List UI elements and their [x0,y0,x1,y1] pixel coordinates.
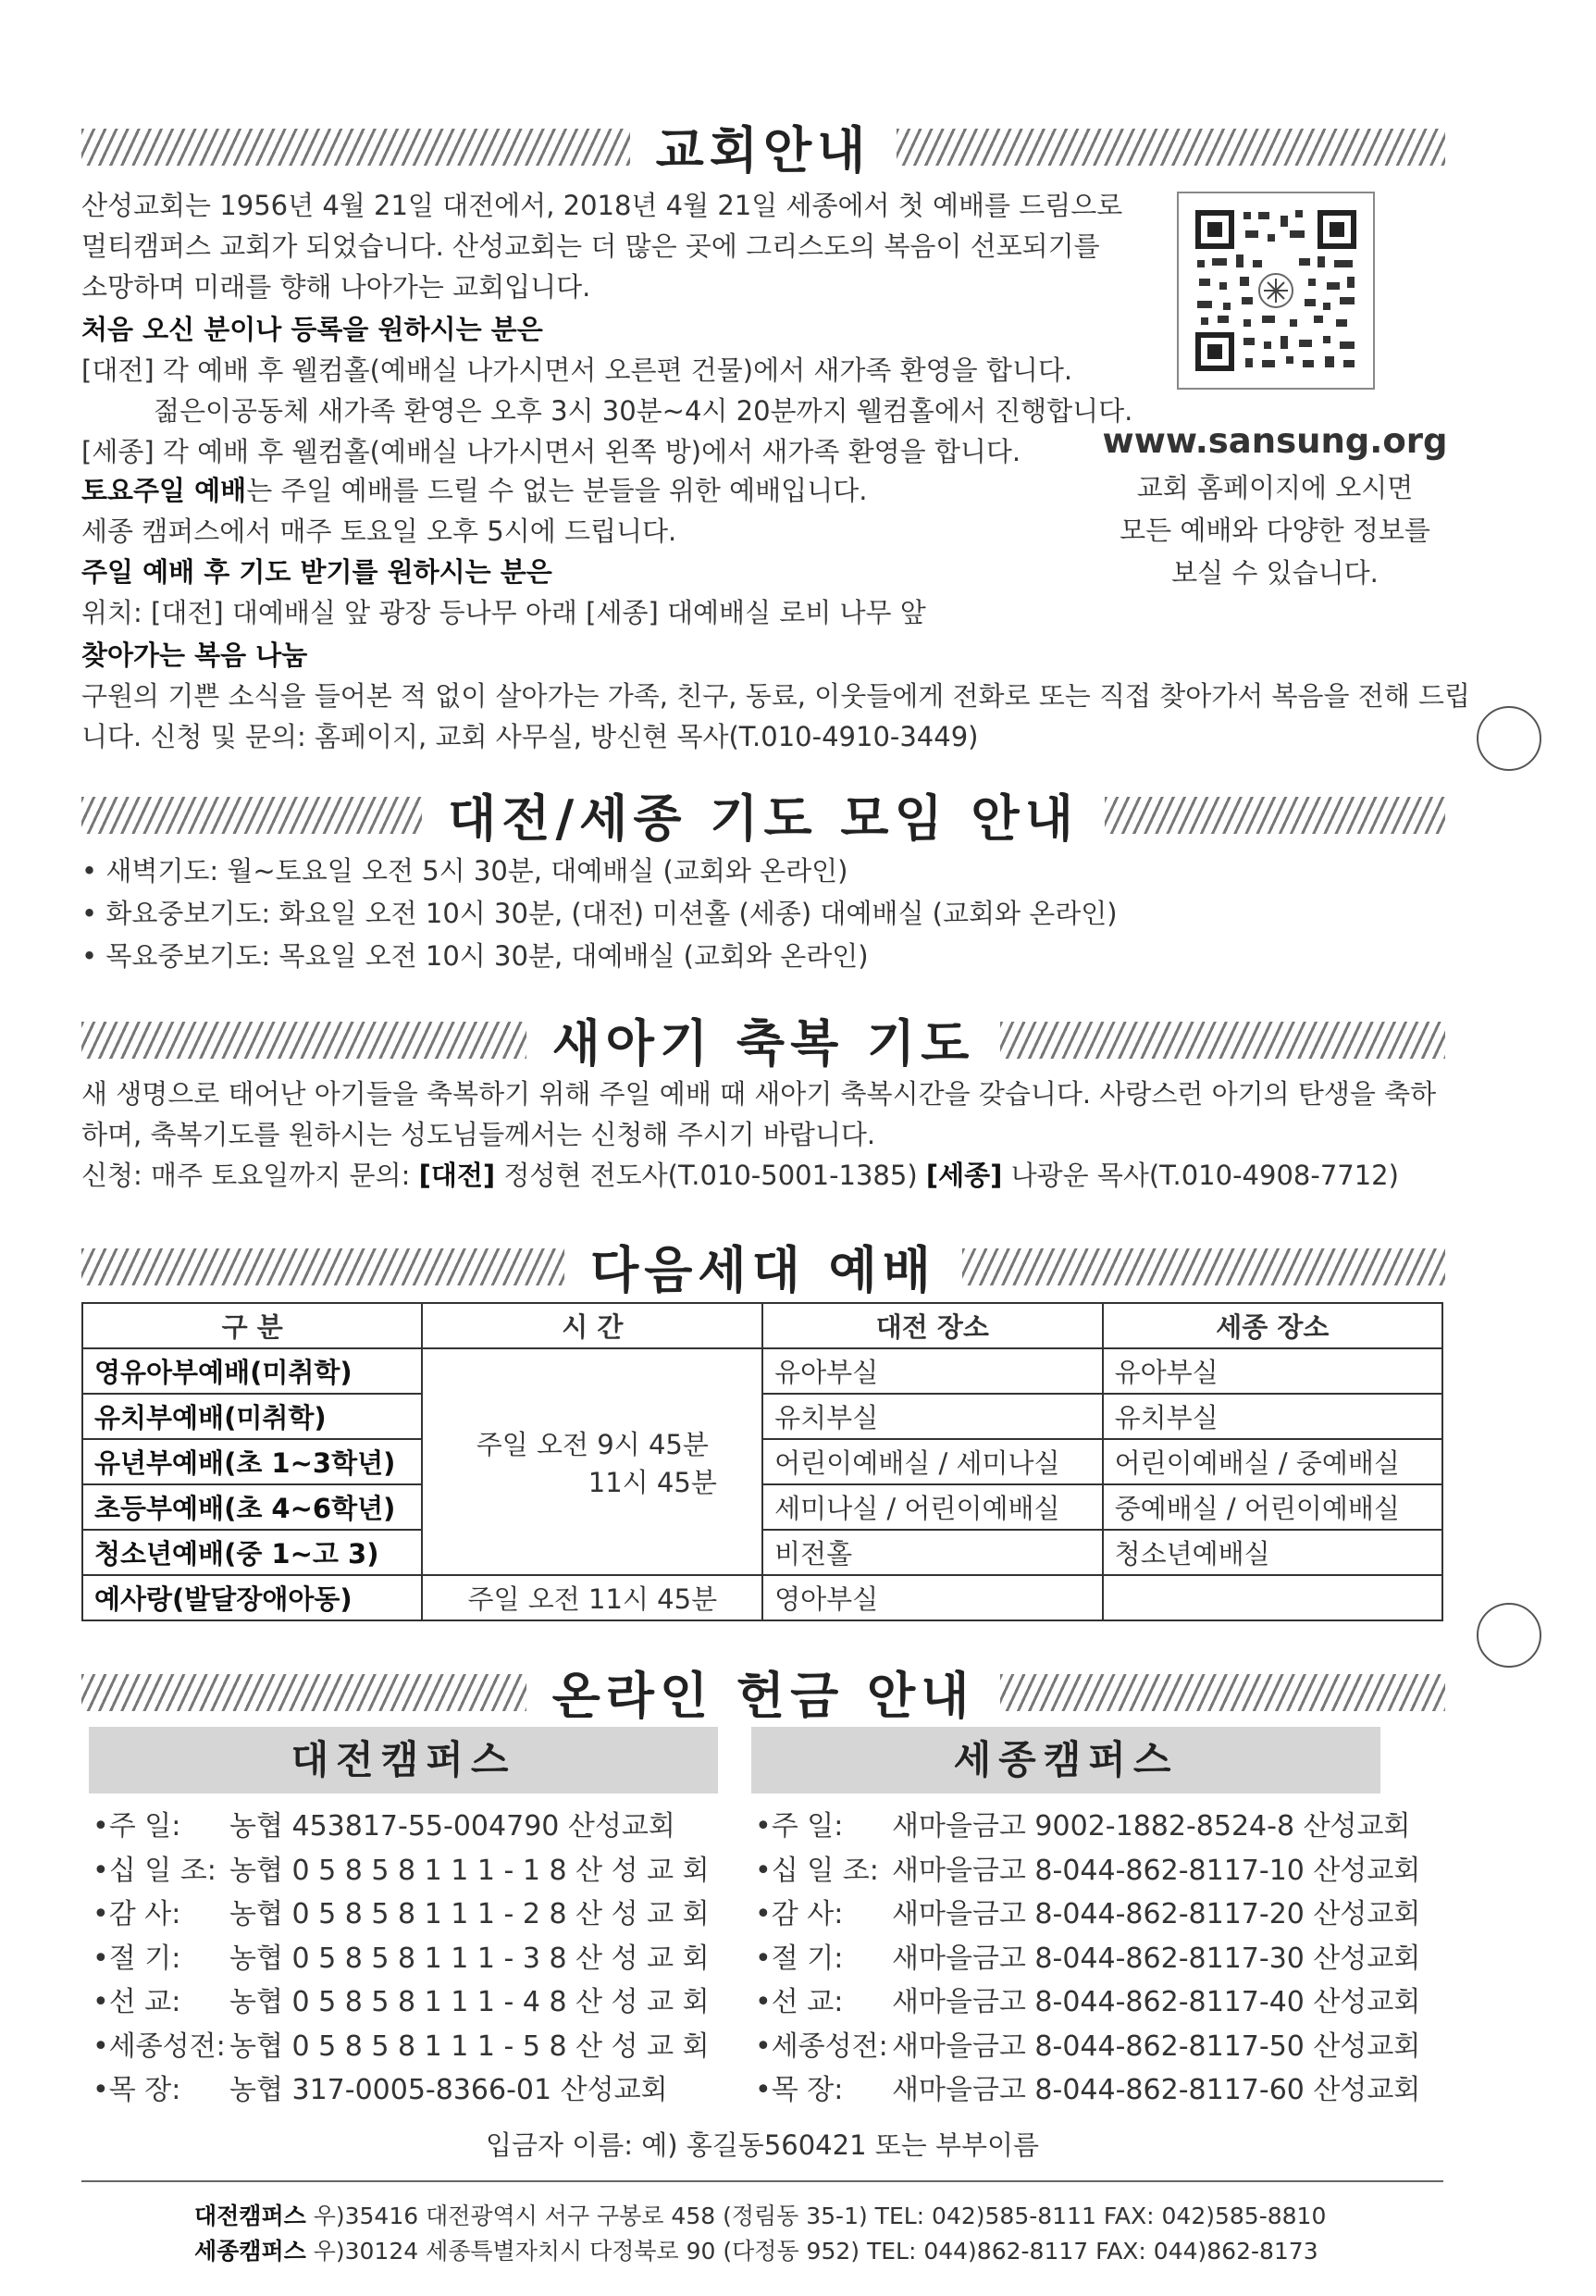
group-cell: 영유아부예배(미취학) [82,1348,422,1394]
header-hatch-left [81,1022,526,1059]
intro-paragraph [81,185,1122,307]
account-number: 농협 0 5 8 5 8 1 1 1 - 1 8 산 성 교 회 [229,1854,710,1887]
qr-code[interactable] [1177,192,1375,390]
account-row [93,2025,710,2069]
depositor-note: 입금자 이름: 예) 홍길동560421 또는 부부이름 [485,2129,1040,2161]
footer-contact [194,2199,1326,2269]
account-label: •목 장: [755,2074,844,2106]
account-label: •주 일: [755,1810,844,1843]
time-second: 11시 45분 [588,1466,717,1498]
intro-line: 소망하며 미래를 향해 나아가는 교회입니다. [81,271,591,303]
section-header-prayer [81,779,1445,850]
column-header: 구 분 [82,1303,422,1348]
account-row [755,1893,1420,1937]
account-row [755,2025,1420,2069]
gospel-title: 찾아가는 복음 나눔 [81,639,308,671]
daejeon-contact: 정성현 전도사(T.010-5001-1385) [495,1160,926,1191]
section-header-offering [81,1657,1445,1728]
saturday-title: 토요주일 예배 [81,475,247,506]
account-label: •선 교: [755,1986,844,2018]
punch-hole [1477,1603,1541,1668]
saturday-text: 는 주일 예배를 드릴 수 없는 분들을 위한 예배입니다. [246,475,868,506]
sejong-place: 청소년예배실 [1103,1530,1442,1575]
footer-campus-name: 대전캠퍼스 [194,2203,306,2229]
sejong-campus-title: 세종캠퍼스 [751,1727,1380,1793]
account-number: 새마을금고 8-044-862-8117-10 산성교회 [892,1854,1421,1887]
column-header: 대전 장소 [762,1303,1102,1348]
gospel-line: 구원의 기쁜 소식을 들어본 적 없이 살아가는 가족, 친구, 동료, 이웃들에게 전화로 또는 직접 찾아가서 복음을 전해 드립 [81,680,1471,712]
section-header-baby [81,1004,1445,1075]
list-item: • 새벽기도: 월~토요일 오전 5시 30분, 대예배실 (교회와 온라인) [81,855,848,887]
section-header-next-gen [81,1231,1445,1302]
prayer-request-title: 주일 예배 후 기도 받기를 원하시는 분은 [81,556,552,588]
table-header-row [82,1303,1442,1348]
account-number: 농협 0 5 8 5 8 1 1 1 - 5 8 산 성 교 회 [229,2029,710,2063]
daejeon-place: 유아부실 [762,1348,1102,1394]
gospel-block [81,635,1470,757]
account-label: •십 일 조: [755,1854,879,1887]
website-desc: 모든 예배와 다양한 정보를 [1120,515,1430,546]
header-hatch-right [1105,797,1445,834]
table-row [82,1484,1442,1530]
first-visit-title: 처음 오신 분이나 등록을 원하시는 분은 [81,314,543,345]
account-row [755,1980,1420,2025]
sejong-account-list [755,1805,1420,2113]
account-number: 농협 0 5 8 5 8 1 1 1 - 3 8 산 성 교 회 [229,1942,710,1975]
account-number: 새마을금고 8-044-862-8117-20 산성교회 [892,1898,1421,1930]
account-label: •십 일 조: [93,1854,217,1887]
account-number: 농협 0 5 8 5 8 1 1 1 - 4 8 산 성 교 회 [229,1986,710,2018]
account-label: •세종성전: [755,2029,888,2063]
footer-campus-info: 우)30124 세종특별자치시 다정북로 90 (다정동 952) TEL: 044)862-8117 FAX: 044)862-8173 [305,2238,1318,2265]
account-number: 새마을금고 8-044-862-8117-50 산성교회 [892,2029,1421,2063]
table-row [82,1439,1442,1484]
sejong-place: 중예배실 / 어린이예배실 [1103,1484,1442,1530]
first-visit-line: [세종] 각 예배 후 웰컴홀(예배실 나가시면서 왼쪽 방)에서 새가족 환영을 합니다. [81,436,1021,467]
first-visit-block [81,309,1132,472]
prayer-request-block [81,552,926,633]
account-row [93,2068,710,2113]
punch-hole [1477,706,1541,771]
sejong-place: 어린이예배실 / 중예배실 [1103,1439,1442,1484]
account-row [755,1849,1420,1893]
account-label: •목 장: [93,2074,181,2106]
account-number: 새마을금고 9002-1882-8524-8 산성교회 [892,1810,1411,1843]
prayer-request-location: 위치: [대전] 대예배실 앞 광장 등나무 아래 [세종] 대예배실 로비 나무 앞 [81,597,926,628]
table-row [82,1394,1442,1439]
section-title: 대전/세종 기도 모임 안내 [448,789,1079,848]
intro-line: 멀티캠퍼스 교회가 되었습니다. 산성교회는 더 많은 곳에 그리스도의 복음이 선포되기를 [81,230,1100,262]
header-hatch-left [81,1248,564,1285]
account-row [93,1893,710,1937]
group-cell: 예사랑(발달장애아동) [82,1575,422,1620]
account-row [93,1805,710,1849]
first-visit-line: [대전] 각 예배 후 웰컴홀(예배실 나가시면서 오른편 건물)에서 새가족 환영을 합니다. [81,354,1073,386]
column-header: 시 간 [422,1303,762,1348]
sejong-place: 유치부실 [1103,1394,1442,1439]
list-item: • 화요중보기도: 화요일 오전 10시 30분, (대전) 미션홀 (세종) 대예배실 (교회와 온라인) [81,898,1118,929]
account-row [93,1849,710,1893]
account-number: 새마을금고 8-044-862-8117-60 산성교회 [892,2074,1421,2106]
account-number: 농협 0 5 8 5 8 1 1 1 - 2 8 산 성 교 회 [229,1898,710,1930]
header-hatch-right [897,129,1445,166]
sejong-place [1103,1575,1442,1620]
account-label: •절 기: [93,1942,181,1975]
account-number: 농협 453817-55-004790 산성교회 [229,1810,675,1843]
time-main: 주일 오전 9시 45분 [476,1428,709,1460]
header-hatch-right [1000,1674,1445,1711]
time-cell: 주일 오전 11시 45분 [422,1575,762,1620]
account-number: 새마을금고 8-044-862-8117-30 산성교회 [892,1942,1421,1975]
saturday-line: 세종 캠퍼스에서 매주 토요일 오후 5시에 드립니다. [81,515,677,547]
qr-code-icon [1179,193,1373,388]
account-number: 새마을금고 8-044-862-8117-40 산성교회 [892,1986,1421,2018]
account-row [755,2068,1420,2113]
gospel-line: 니다. 신청 및 문의: 홈페이지, 교회 사무실, 방신현 목사(T.010-4910-3449) [81,721,979,752]
intro-line: 산성교회는 1956년 4월 21일 대전에서, 2018년 4월 21일 세종에서 첫 예배를 드림으로 [81,190,1123,221]
account-label: •감 사: [93,1898,181,1930]
group-cell: 유년부예배(초 1~3학년) [82,1439,422,1484]
header-hatch-left [81,797,422,834]
saturday-block [81,470,867,552]
daejeon-place: 세미나실 / 어린이예배실 [762,1484,1102,1530]
header-hatch-left [81,1674,526,1711]
daejeon-place: 비전홀 [762,1530,1102,1575]
section-title: 교회안내 [655,121,872,180]
header-hatch-right [962,1248,1445,1285]
daejeon-account-list [93,1805,710,2113]
daejeon-tag: [대전] [418,1160,496,1191]
account-row [93,1980,710,2025]
account-label: •세종성전: [93,2029,226,2063]
table-row [82,1575,1442,1620]
group-cell: 청소년예배(중 1~고 3) [82,1530,422,1575]
website-block [1073,416,1477,594]
account-label: •선 교: [93,1986,181,2018]
first-visit-line: 젊은이공동체 새가족 환영은 오후 3시 30분~4시 20분까지 웰컴홀에서 진행합니다. [154,395,1133,427]
account-row [93,1937,710,1981]
section-title: 온라인 헌금 안내 [551,1667,975,1725]
website-desc: 교회 홈페이지에 오시면 [1136,472,1414,503]
sejong-place: 유아부실 [1103,1348,1442,1394]
table-row [82,1530,1442,1575]
account-row [755,1937,1420,1981]
section-title: 새아기 축복 기도 [551,1014,975,1073]
sejong-tag: [세종] [925,1160,1003,1191]
baby-blessing-block [81,1074,1436,1196]
worship-schedule-table [81,1302,1443,1621]
column-header: 세종 장소 [1103,1303,1442,1348]
daejeon-place: 어린이예배실 / 세미나실 [762,1439,1102,1484]
daejeon-place: 영아부실 [762,1575,1102,1620]
time-cell [422,1348,762,1575]
account-label: •주 일: [93,1810,181,1843]
footer-divider [81,2180,1443,2182]
website-desc: 보실 수 있습니다. [1171,557,1379,589]
baby-line: 하며, 축복기도를 원하시는 성도님들께서는 신청해 주시기 바랍니다. [81,1119,876,1150]
prayer-meeting-list [81,850,1118,977]
sejong-contact: 나광운 목사(T.010-4908-7712) [1002,1160,1399,1191]
account-label: •절 기: [755,1942,844,1975]
header-hatch-left [81,129,630,166]
account-number: 농협 317-0005-8366-01 산성교회 [229,2074,668,2106]
section-header-church [81,111,1445,182]
list-item: • 목요중보기도: 목요일 오전 10시 30분, 대예배실 (교회와 온라인) [81,940,869,972]
account-label: •감 사: [755,1898,844,1930]
footer-campus-info: 우)35416 대전광역시 서구 구봉로 458 (정림동 35-1) TEL: 042)585-8111 FAX: 042)585-8810 [305,2203,1327,2229]
section-title: 다음세대 예배 [590,1241,936,1299]
website-url[interactable]: www.sansung.org [1102,421,1448,461]
group-cell: 유치부예배(미취학) [82,1394,422,1439]
daejeon-campus-title: 대전캠퍼스 [89,1727,718,1793]
group-cell: 초등부예배(초 4~6학년) [82,1484,422,1530]
table-row [82,1348,1442,1394]
baby-line: 새 생명으로 태어난 아기들을 축복하기 위해 주일 예배 때 새아기 축복시간을 갖습니다. 사랑스런 아기의 탄생을 축하 [81,1078,1437,1110]
footer-campus-name: 세종캠퍼스 [194,2238,306,2265]
header-hatch-right [1000,1022,1445,1059]
baby-contact-line [81,1155,1436,1196]
baby-apply: 신청: 매주 토요일까지 문의: [81,1160,419,1191]
account-row [755,1805,1420,1849]
daejeon-place: 유치부실 [762,1394,1102,1439]
